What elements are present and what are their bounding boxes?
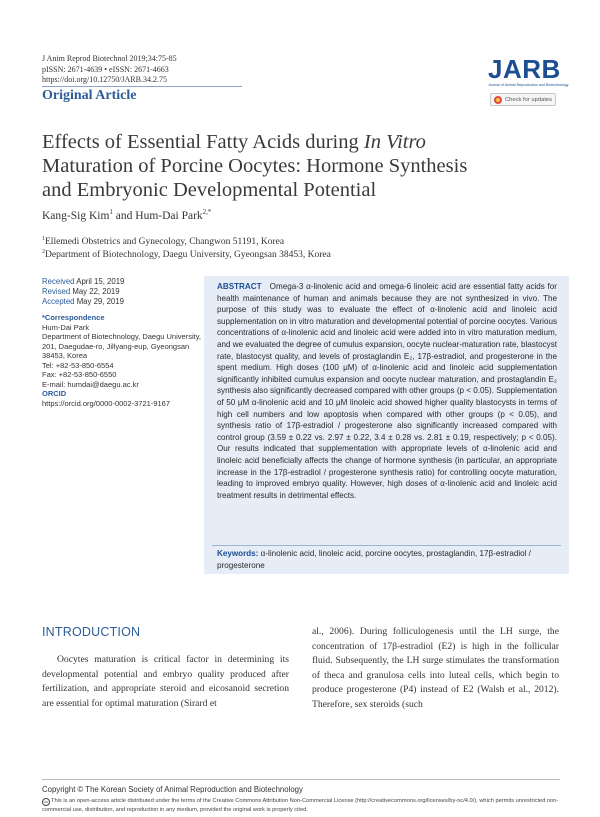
correspondent-fax: Fax: +82-53-850-6550	[42, 370, 117, 379]
title-line-1: Effects of Essential Fatty Acids during In Vitro	[42, 131, 426, 153]
section-heading-introduction: INTRODUCTION	[42, 625, 141, 639]
author-name[interactable]: Hum-Dai Park	[135, 209, 203, 222]
journal-logo	[488, 54, 569, 87]
abstract-label: ABSTRACT	[217, 282, 262, 291]
creative-commons-icon: cc	[44, 799, 48, 804]
header-divider	[42, 86, 242, 87]
affiliation-2: $^2$Department of Biotechnology, Daegu University, Gyeongsan 38453, Korea	[42, 249, 331, 261]
article-type: Original Article	[42, 88, 137, 103]
check-updates-button[interactable]	[490, 93, 556, 106]
revised-date: Revised May 22, 2019	[42, 287, 120, 296]
intro-paragraph-right: al., 2006). During folliculogenesis until the LH surge, the concentration of 17β-estradiol (E2) is high in the follicular fluid. Subsequently, the LH surge stimulates the transformation of theca and granulosa cells into luteal cells, which begin to produce progesterone (P4) instead of E2 (Walsh et al., 2012). Therefore, sex steroids (such	[312, 626, 559, 710]
orcid-link[interactable]: https://orcid.org/0000-0002-3721-9167	[42, 398, 171, 408]
copyright-notice: Copyright © The Korean Society of Animal Reproduction and Biotechnology	[42, 785, 303, 794]
keywords	[217, 548, 557, 571]
correspondent-name: Hum-Dai Park	[42, 322, 90, 332]
crossmark-icon	[494, 96, 502, 104]
article-dates	[42, 277, 124, 307]
keywords-list: α-linolenic acid, linoleic acid, porcine oocytes, prostaglandin, 17β-estradiol / progesterone	[217, 549, 531, 570]
footer-divider	[42, 779, 560, 780]
keywords-divider	[212, 545, 561, 546]
affiliation-1: $^1$Ellemedi Obstetrics and Gynecology, Changwon 51191, Korea	[42, 236, 285, 248]
journal-issn: pISSN: 2671-4639 • eISSN: 2671-4663	[42, 64, 169, 74]
orcid-heading: ORCID	[42, 389, 67, 398]
author-list: Kang-Sig Kim$^1$ and Hum-Dai Park$^{2,*}$	[42, 208, 212, 222]
author-name[interactable]: Kang-Sig Kim	[42, 209, 110, 222]
correspondent-address: Department of Biotechnology, Daegu University, 201, Daegudae-ro, Jillyang-eup, Gyeongsan 38453, Korea	[42, 332, 201, 360]
license-notice	[42, 797, 560, 814]
license-text: This is an open-access article distributed under the terms of the Creative Commons Attribution Non-Commercial License (http://creativecommons.org/licenses/by-nc/4.0/), which permits unrestricted non-commercial use, distribution, and reproduction in any medium, provided the original work is properly cited.	[42, 798, 559, 813]
abstract	[217, 281, 557, 501]
correspondent-tel: Tel: +82-53-850-6554	[42, 360, 114, 370]
correspondence-block	[42, 313, 202, 408]
keywords-label: Keywords:	[217, 549, 259, 558]
received-date: Received April 15, 2019	[42, 277, 125, 286]
title-line-3: and Embryonic Developmental Potential	[42, 179, 377, 201]
accepted-date: Accepted May 29, 2019	[42, 297, 124, 306]
title-line-2: Maturation of Porcine Oocytes: Hormone Synthesis	[42, 155, 468, 177]
abstract-body: Omega-3 α-linolenic acid and omega-6 linoleic acid are essential fatty acids for health maintenance of human and animals because they are not synthesized in vivo. The purpose of this study was to evaluate the effect of α-linolenic acid and linoleic acid supplementation on in vitro maturation and developmental potential of porcine oocytes. Various concentrations of α-linolenic acid and linoleic acid were added into in vitro maturation medium, and we evaluated the degree of cumulus expansion, oocyte nuclear-maturation rate, blastocyst rate, blastocyst quality, and levels of prostaglandin E₂, 17β-estradiol, and progesterone in the spent medium. High doses (100 μM) of α-linolenic acid and linoleic acid supplementation significantly inhibited cumulus expansion and oocyte nuclear maturation, and prostaglandin E₂ synthesis also significantly decreased compared with other groups (p < 0.05). Supplementation of 50 μM α-linolenic acid and 10 μM linoleic acid showed higher quality blastocysts in terms of high cell numbers and low apoptosis when compared with other groups (p < 0.05), and synthesis ratio of 17β-estradiol / progesterone also significantly increased compared with control group (3.59 ± 0.22 vs. 2.97 ± 0.22, 3.4 ± 0.28 vs. 2.81 ± 0.19, respectively; p < 0.05). Our results indicated that supplementation with appropriate levels of α-linolenic acid and linoleic acid beneficially affects the change of hormone synthesis (in particular, an appropriate increase in the 17β-estradiol / progesterone synthesis ratio) for controlling oocyte maturation, leading to improved embryo quality. However, high doses of α-linolenic acid and linoleic acid treatment results in detrimental effects.	[217, 282, 557, 500]
intro-paragraph-left: Oocytes maturation is critical factor in determining its developmental potential and embryo quality produced after fertilization, and appropriate steroid and eicosanoid secretion are essential for optimal maturation (Sirard et	[42, 654, 289, 709]
journal-citation: J Anim Reprod Biotechnol 2019;34:75-85	[42, 54, 177, 63]
check-updates-label: Check for updates	[505, 96, 553, 103]
correspondent-email[interactable]: E-mail: humdai@daegu.ac.kr	[42, 379, 139, 389]
journal-meta	[42, 54, 177, 86]
logo-subtitle: Journal of Animal Reproduction and Biotechnology	[488, 83, 569, 87]
article-title	[42, 130, 572, 202]
doi-link[interactable]: https://doi.org/10.12750/JARB.34.2.75	[42, 75, 167, 84]
logo-wordmark: JARB	[488, 54, 561, 84]
correspondence-heading: *Correspondence	[42, 313, 105, 322]
